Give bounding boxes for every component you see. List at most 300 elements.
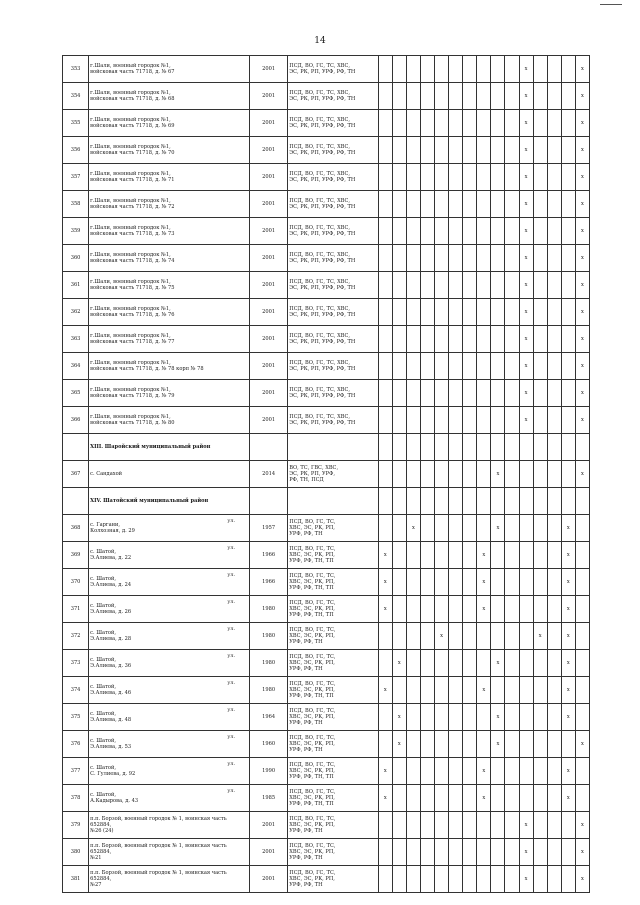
address-text: с. Шатой, Э.Алиева, д. 26	[90, 602, 132, 615]
mark-cell	[505, 299, 519, 326]
mark-cell-x: x	[519, 164, 533, 191]
row-number: 372	[63, 623, 89, 650]
systems-cell: ПСД, ВО, ГС, ТС, ХВС, ЭС, РК, РП, УРФ, РФ, ТН	[288, 407, 379, 434]
mark-cell	[519, 677, 533, 704]
table-row	[63, 596, 590, 623]
mark-cell	[449, 272, 463, 299]
mark-cell	[420, 83, 434, 110]
year-cell: 1957	[250, 515, 288, 542]
mark-cell	[491, 110, 505, 137]
street-prefix: ул.	[227, 734, 236, 740]
mark-cell-x: x	[491, 731, 505, 758]
mark-cell	[392, 164, 406, 191]
mark-cell	[547, 542, 561, 569]
mark-cell	[420, 704, 434, 731]
mark-cell-x: x	[519, 245, 533, 272]
mark-cell	[378, 326, 392, 353]
mark-cell	[519, 758, 533, 785]
mark-cell	[435, 218, 449, 245]
mark-cell	[561, 272, 575, 299]
table-row	[63, 353, 590, 380]
row-number: 379	[63, 812, 89, 839]
mark-cell	[449, 731, 463, 758]
systems-cell: ПСД, ВО, ГС, ТС, ХВС, ЭС, РК, РП, УРФ, РФ, ТН	[288, 866, 379, 893]
mark-cell-x: x	[519, 110, 533, 137]
table-row	[63, 785, 590, 812]
address-text: с. Шатой, А.Кадырова, д. 43	[90, 791, 139, 804]
mark-cell	[378, 731, 392, 758]
street-prefix: ул.	[227, 626, 236, 632]
table-row	[63, 866, 590, 893]
mark-cell-x: x	[575, 164, 589, 191]
mark-cell	[392, 272, 406, 299]
mark-cell	[491, 353, 505, 380]
mark-cell	[420, 191, 434, 218]
systems-cell: ВО, ТС, ГВС, ХВС, ЭС, РК, РП, УРФ, РФ, ТН, ПСД	[288, 461, 379, 488]
mark-cell	[505, 758, 519, 785]
address-cell	[89, 596, 250, 623]
mark-cell	[463, 542, 477, 569]
mark-cell	[378, 83, 392, 110]
mark-cell	[533, 218, 547, 245]
row-number: 371	[63, 596, 89, 623]
mark-cell-x: x	[575, 56, 589, 83]
mark-cell	[420, 353, 434, 380]
year-cell: 1960	[250, 731, 288, 758]
mark-cell-x: x	[477, 569, 491, 596]
street-prefix: ул.	[227, 707, 236, 713]
year-cell: 1980	[250, 596, 288, 623]
mark-cell	[533, 569, 547, 596]
mark-cell	[491, 164, 505, 191]
systems-cell: ПСД, ВО, ГС, ТС, ХВС, ЭС, РК, РП, УРФ, РФ, ТН	[288, 326, 379, 353]
mark-cell	[533, 299, 547, 326]
address-text: г.Шали, военный городок №1, войсковая часть 71718, д. № 79	[90, 386, 175, 399]
systems-cell: ПСД, ВО, ГС, ТС, ХВС, ЭС, РК, РП, УРФ, РФ, ТН, ТП	[288, 677, 379, 704]
mark-cell	[561, 83, 575, 110]
row-number: 357	[63, 164, 89, 191]
row-number: 359	[63, 218, 89, 245]
mark-cell	[392, 191, 406, 218]
systems-cell: ПСД, ВО, ГС, ТС, ХВС, ЭС, РК, РП, УРФ, РФ, ТН	[288, 272, 379, 299]
mark-cell	[561, 164, 575, 191]
mark-cell	[519, 785, 533, 812]
mark-cell	[505, 812, 519, 839]
mark-cell	[533, 380, 547, 407]
mark-cell	[533, 245, 547, 272]
mark-cell	[449, 353, 463, 380]
systems-cell: ПСД, ВО, ГС, ТС, ХВС, ЭС, РК, РП, УРФ, РФ, ТН	[288, 245, 379, 272]
address-cell	[89, 839, 250, 866]
address-cell	[89, 542, 250, 569]
empty-cell	[491, 488, 505, 515]
mark-cell	[406, 272, 420, 299]
mark-cell	[378, 812, 392, 839]
systems-cell: ПСД, ВО, ГС, ТС, ХВС, ЭС, РК, РП, УРФ, РФ, ТН, ТП	[288, 758, 379, 785]
mark-cell	[392, 758, 406, 785]
mark-cell	[435, 461, 449, 488]
empty-cell	[449, 434, 463, 461]
year-cell: 1990	[250, 758, 288, 785]
mark-cell	[420, 839, 434, 866]
mark-cell	[420, 677, 434, 704]
address-cell	[89, 812, 250, 839]
mark-cell	[378, 272, 392, 299]
mark-cell	[477, 839, 491, 866]
mark-cell	[435, 515, 449, 542]
row-number: 355	[63, 110, 89, 137]
systems-cell: ПСД, ВО, ГС, ТС, ХВС, ЭС, РК, РП, УРФ, РФ, ТН	[288, 137, 379, 164]
mark-cell	[435, 839, 449, 866]
mark-cell	[561, 407, 575, 434]
systems-cell: ПСД, ВО, ГС, ТС, ХВС, ЭС, РК, РП, УРФ, РФ, ТН	[288, 218, 379, 245]
mark-cell	[463, 353, 477, 380]
mark-cell	[463, 731, 477, 758]
address-cell	[89, 326, 250, 353]
mark-cell	[392, 812, 406, 839]
mark-cell-x: x	[406, 515, 420, 542]
table-row	[63, 110, 590, 137]
address-text: г.Шали, военный городок №1, войсковая часть 71718, д. № 80	[90, 413, 175, 426]
table-row	[63, 83, 590, 110]
mark-cell	[420, 56, 434, 83]
mark-cell-x: x	[392, 704, 406, 731]
mark-cell-x: x	[477, 596, 491, 623]
empty-cell	[561, 434, 575, 461]
row-number: 364	[63, 353, 89, 380]
street-prefix: ул.	[227, 599, 236, 605]
mark-cell	[378, 623, 392, 650]
mark-cell-x: x	[519, 191, 533, 218]
mark-cell	[505, 461, 519, 488]
mark-cell	[449, 515, 463, 542]
mark-cell	[435, 596, 449, 623]
mark-cell	[533, 596, 547, 623]
register-table	[62, 55, 590, 893]
year-cell: 2001	[250, 164, 288, 191]
row-number: 377	[63, 758, 89, 785]
mark-cell	[406, 785, 420, 812]
mark-cell	[420, 272, 434, 299]
mark-cell	[505, 326, 519, 353]
mark-cell	[449, 218, 463, 245]
section-num-cell	[63, 488, 89, 515]
address-text: г.Шали, военный городок №1, войсковая часть 71718, д. № 70	[90, 143, 175, 156]
mark-cell	[449, 785, 463, 812]
table-row	[63, 542, 590, 569]
systems-cell: ПСД, ВО, ГС, ТС, ХВС, ЭС, РК, РП, УРФ, РФ, ТН	[288, 164, 379, 191]
mark-cell	[477, 866, 491, 893]
mark-cell-x: x	[378, 785, 392, 812]
year-cell: 1964	[250, 704, 288, 731]
mark-cell-x: x	[561, 542, 575, 569]
mark-cell	[491, 542, 505, 569]
year-cell: 2001	[250, 380, 288, 407]
systems-cell: ПСД, ВО, ГС, ТС, ХВС, ЭС, РК, РП, УРФ, РФ, ТН	[288, 515, 379, 542]
address-text: г.Шали, военный городок №1, войсковая часть 71718, д. № 77	[90, 332, 175, 345]
table-row	[63, 380, 590, 407]
mark-cell	[378, 866, 392, 893]
mark-cell	[463, 407, 477, 434]
empty-cell	[533, 434, 547, 461]
mark-cell	[420, 812, 434, 839]
mark-cell	[406, 758, 420, 785]
empty-cell	[533, 488, 547, 515]
mark-cell	[392, 461, 406, 488]
mark-cell	[406, 245, 420, 272]
mark-cell	[477, 110, 491, 137]
mark-cell	[420, 326, 434, 353]
mark-cell	[406, 164, 420, 191]
mark-cell-x: x	[575, 839, 589, 866]
mark-cell-x: x	[519, 299, 533, 326]
mark-cell	[519, 731, 533, 758]
mark-cell	[378, 839, 392, 866]
address-cell	[89, 569, 250, 596]
mark-cell	[477, 812, 491, 839]
mark-cell	[392, 83, 406, 110]
mark-cell	[449, 245, 463, 272]
row-number: 363	[63, 326, 89, 353]
mark-cell	[533, 353, 547, 380]
row-number: 378	[63, 785, 89, 812]
mark-cell	[463, 191, 477, 218]
mark-cell	[406, 56, 420, 83]
mark-cell	[533, 758, 547, 785]
mark-cell-x: x	[561, 704, 575, 731]
mark-cell	[477, 731, 491, 758]
row-number: 373	[63, 650, 89, 677]
address-cell	[89, 380, 250, 407]
mark-cell	[547, 515, 561, 542]
mark-cell	[392, 596, 406, 623]
row-number: 361	[63, 272, 89, 299]
mark-cell-x: x	[575, 326, 589, 353]
row-number: 362	[63, 299, 89, 326]
address-text: г.Шали, военный городок №1, войсковая часть 71718, д. № 78 корп № 78	[90, 359, 204, 372]
mark-cell	[547, 164, 561, 191]
mark-cell-x: x	[477, 785, 491, 812]
row-number: 369	[63, 542, 89, 569]
mark-cell	[533, 191, 547, 218]
mark-cell	[561, 461, 575, 488]
mark-cell	[463, 866, 477, 893]
mark-cell	[420, 380, 434, 407]
mark-cell	[463, 785, 477, 812]
corner-mark	[600, 4, 622, 5]
mark-cell	[505, 110, 519, 137]
mark-cell-x: x	[477, 542, 491, 569]
address-cell	[89, 245, 250, 272]
empty-cell	[288, 434, 379, 461]
mark-cell	[406, 623, 420, 650]
street-prefix: ул.	[227, 761, 236, 767]
mark-cell	[463, 272, 477, 299]
row-number: 353	[63, 56, 89, 83]
mark-cell	[392, 56, 406, 83]
mark-cell	[477, 191, 491, 218]
mark-cell	[435, 164, 449, 191]
mark-cell	[420, 218, 434, 245]
mark-cell	[435, 353, 449, 380]
address-cell	[89, 218, 250, 245]
mark-cell	[435, 191, 449, 218]
mark-cell-x: x	[491, 704, 505, 731]
mark-cell-x: x	[575, 380, 589, 407]
mark-cell-x: x	[575, 461, 589, 488]
mark-cell	[491, 83, 505, 110]
address-cell	[89, 461, 250, 488]
mark-cell	[547, 839, 561, 866]
year-cell: 2001	[250, 272, 288, 299]
year-cell: 2001	[250, 299, 288, 326]
address-text: п.п. Борзой, военный городок № 1, воинская часть 652884, №26 (24)	[90, 815, 227, 835]
mark-cell	[477, 407, 491, 434]
mark-cell	[505, 650, 519, 677]
mark-cell	[420, 650, 434, 677]
mark-cell-x: x	[561, 623, 575, 650]
mark-cell	[435, 245, 449, 272]
mark-cell	[435, 272, 449, 299]
systems-cell: ПСД, ВО, ГС, ТС, ХВС, ЭС, РК, РП, УРФ, РФ, ТН	[288, 704, 379, 731]
empty-cell	[406, 488, 420, 515]
address-text: г.Шали, военный городок №1, войсковая часть 71718, д. № 75	[90, 278, 175, 291]
mark-cell	[519, 650, 533, 677]
mark-cell	[575, 704, 589, 731]
mark-cell	[420, 569, 434, 596]
mark-cell	[533, 839, 547, 866]
mark-cell	[406, 380, 420, 407]
section-heading: XIII. Шаройский муниципальный район	[89, 434, 250, 461]
mark-cell	[491, 218, 505, 245]
mark-cell	[406, 650, 420, 677]
mark-cell	[406, 191, 420, 218]
row-number: 366	[63, 407, 89, 434]
mark-cell	[435, 326, 449, 353]
mark-cell	[449, 83, 463, 110]
mark-cell	[505, 272, 519, 299]
mark-cell	[505, 407, 519, 434]
year-cell: 2001	[250, 218, 288, 245]
mark-cell	[378, 380, 392, 407]
mark-cell	[406, 542, 420, 569]
mark-cell	[435, 110, 449, 137]
mark-cell	[449, 461, 463, 488]
mark-cell	[491, 812, 505, 839]
address-cell	[89, 650, 250, 677]
mark-cell-x: x	[519, 407, 533, 434]
address-cell	[89, 866, 250, 893]
address-text: с. Шатой, С. Гулиева, д. 92	[90, 764, 136, 777]
mark-cell	[449, 164, 463, 191]
mark-cell	[378, 299, 392, 326]
mark-cell	[505, 164, 519, 191]
year-cell: 2001	[250, 407, 288, 434]
mark-cell	[477, 83, 491, 110]
mark-cell	[547, 812, 561, 839]
mark-cell	[533, 812, 547, 839]
mark-cell	[547, 596, 561, 623]
empty-cell	[406, 434, 420, 461]
address-text: с. Шатой, Э.Алиева, д. 36	[90, 656, 132, 669]
empty-cell	[505, 434, 519, 461]
mark-cell	[392, 110, 406, 137]
mark-cell	[449, 110, 463, 137]
mark-cell	[533, 164, 547, 191]
address-cell	[89, 110, 250, 137]
mark-cell-x: x	[561, 758, 575, 785]
mark-cell	[463, 677, 477, 704]
mark-cell	[463, 245, 477, 272]
mark-cell	[533, 704, 547, 731]
mark-cell-x: x	[561, 677, 575, 704]
mark-cell	[505, 83, 519, 110]
mark-cell-x: x	[477, 677, 491, 704]
mark-cell	[378, 56, 392, 83]
mark-cell	[420, 164, 434, 191]
mark-cell	[575, 677, 589, 704]
row-number: 354	[63, 83, 89, 110]
mark-cell	[420, 758, 434, 785]
year-cell: 1980	[250, 677, 288, 704]
address-text: г.Шали, военный городок №1, войсковая часть 71718, д. № 76	[90, 305, 175, 318]
mark-cell-x: x	[575, 299, 589, 326]
mark-cell	[561, 299, 575, 326]
mark-cell	[547, 866, 561, 893]
year-cell: 1966	[250, 569, 288, 596]
mark-cell	[547, 623, 561, 650]
mark-cell	[505, 542, 519, 569]
mark-cell	[392, 245, 406, 272]
address-cell	[89, 704, 250, 731]
address-cell	[89, 191, 250, 218]
row-number: 374	[63, 677, 89, 704]
empty-cell	[547, 488, 561, 515]
year-cell: 2001	[250, 326, 288, 353]
mark-cell	[533, 326, 547, 353]
mark-cell-x: x	[561, 569, 575, 596]
address-cell	[89, 272, 250, 299]
mark-cell	[491, 191, 505, 218]
address-text: с. Сандахой	[90, 470, 123, 477]
mark-cell	[435, 542, 449, 569]
mark-cell	[533, 677, 547, 704]
mark-cell	[477, 353, 491, 380]
mark-cell	[547, 326, 561, 353]
empty-cell	[378, 434, 392, 461]
mark-cell-x: x	[519, 353, 533, 380]
mark-cell	[477, 164, 491, 191]
mark-cell	[406, 839, 420, 866]
mark-cell-x: x	[575, 245, 589, 272]
mark-cell	[505, 677, 519, 704]
row-number: 375	[63, 704, 89, 731]
empty-cell	[288, 488, 379, 515]
empty-cell	[463, 488, 477, 515]
mark-cell	[392, 515, 406, 542]
table-row	[63, 515, 590, 542]
address-text: г.Шали, военный городок №1, войсковая часть 71718, д. № 72	[90, 197, 175, 210]
mark-cell	[505, 569, 519, 596]
address-cell	[89, 137, 250, 164]
mark-cell	[575, 650, 589, 677]
empty-cell	[420, 434, 434, 461]
mark-cell	[533, 137, 547, 164]
year-cell: 1966	[250, 542, 288, 569]
table-row	[63, 731, 590, 758]
address-text: г.Шали, военный городок №1, войсковая часть 71718, д. № 67	[90, 62, 175, 75]
mark-cell	[505, 623, 519, 650]
